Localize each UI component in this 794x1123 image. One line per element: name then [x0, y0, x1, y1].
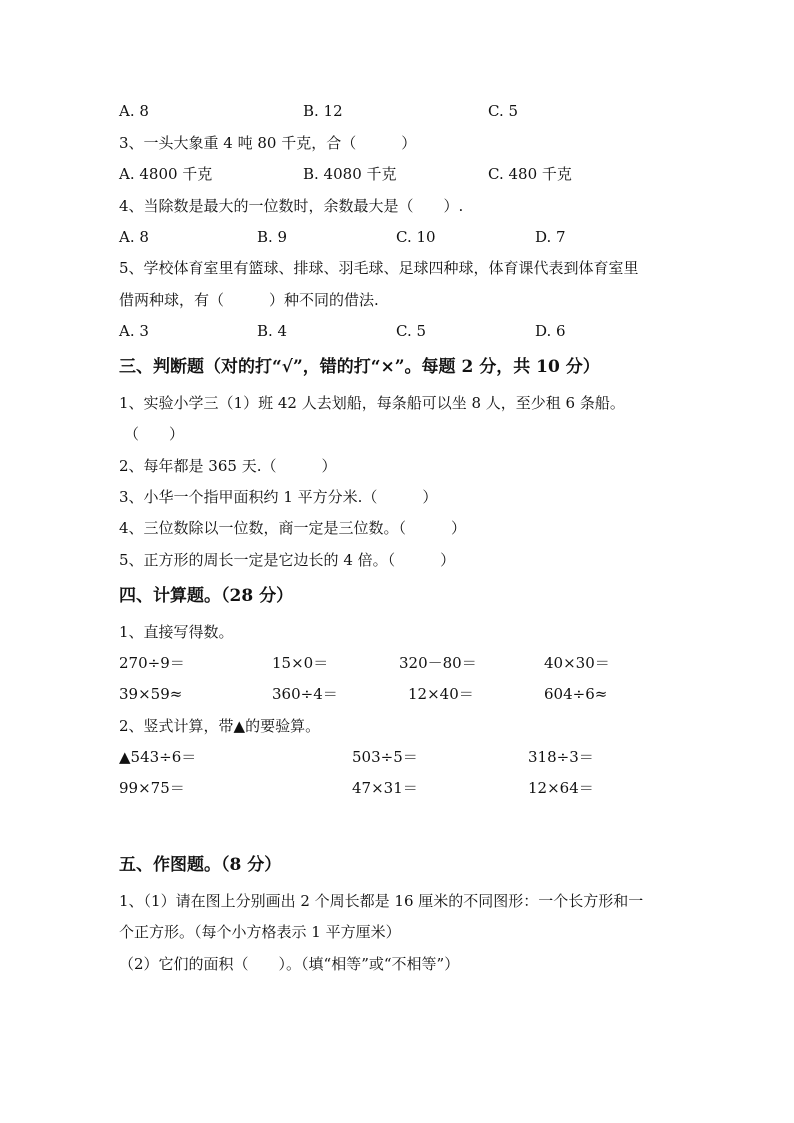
q4-option-d: D. 7: [535, 228, 566, 246]
q4-option-b: B. 9: [257, 228, 288, 246]
q2-option-c: C. 5: [488, 102, 519, 120]
q4-option-c: C. 10: [396, 228, 436, 246]
judge-item-5: 5、正方形的周长一定是它边长的 4 倍。（ ）: [119, 551, 456, 569]
calc-r1-c3: 320－80＝: [399, 654, 477, 672]
q3-option-c: C. 480 千克: [488, 165, 572, 183]
calc-r2-c1: 39×59≈: [119, 685, 183, 703]
q2-option-b: B. 12: [303, 102, 343, 120]
q2-option-a: A. 8: [119, 102, 149, 120]
calc-r3-c3: 318÷3＝: [528, 748, 594, 766]
calc-sub1: 1、直接写得数。: [119, 623, 234, 641]
q3-option-a: A. 4800 千克: [119, 165, 213, 183]
q5-option-b: B. 4: [257, 322, 288, 340]
q4-stem: 4、当除数是最大的一位数时，余数最大是（ ）.: [119, 197, 464, 215]
draw-line2: 个正方形。（每个小方格表示 1 平方厘米）: [119, 923, 401, 941]
judge-item-1: 1、实验小学三（1）班 42 人去划船，每条船可以坐 8 人，至少租 6 条船。: [119, 394, 625, 412]
calc-r4-c2: 47×31＝: [352, 779, 418, 797]
calc-r3-c1: ▲543÷6＝: [119, 748, 197, 766]
judge-item-2: 2、每年都是 365 天.（ ）: [119, 457, 337, 475]
section3-title: 三、判断题（对的打“√”，错的打“×”。每题 2 分，共 10 分）: [119, 357, 600, 377]
q3-option-b: B. 4080 千克: [303, 165, 397, 183]
q5-stem-line1: 5、学校体育室里有篮球、排球、羽毛球、足球四种球，体育课代表到体育室里: [119, 259, 639, 277]
draw-line3: （2）它们的面积（ ）。（填“相等”或“不相等”）: [119, 955, 460, 973]
q5-option-a: A. 3: [119, 322, 149, 340]
calc-r4-c1: 99×75＝: [119, 779, 185, 797]
q5-stem-line2: 借两种球，有（ ）种不同的借法.: [119, 291, 379, 309]
q4-option-a: A. 8: [119, 228, 149, 246]
calc-r2-c3: 12×40＝: [408, 685, 474, 703]
calc-r2-c2: 360÷4＝: [272, 685, 338, 703]
calc-r1-c2: 15×0＝: [272, 654, 329, 672]
q5-option-c: C. 5: [396, 322, 427, 340]
calc-r1-c4: 40×30＝: [544, 654, 610, 672]
section4-title: 四、计算题。（28 分）: [119, 586, 294, 606]
calc-r1-c1: 270÷9＝: [119, 654, 185, 672]
q3-stem: 3、一头大象重 4 吨 80 千克，合（ ）: [119, 134, 417, 152]
judge-item-1-blank: （ ）: [124, 425, 185, 443]
q5-option-d: D. 6: [535, 322, 566, 340]
calc-r2-c4: 604÷6≈: [544, 685, 608, 703]
calc-r3-c2: 503÷5＝: [352, 748, 418, 766]
calc-r4-c3: 12×64＝: [528, 779, 594, 797]
judge-item-4: 4、三位数除以一位数，商一定是三位数。（ ）: [119, 519, 467, 537]
calc-sub2: 2、竖式计算，带▲的要验算。: [119, 717, 321, 735]
draw-line1: 1、（1）请在图上分别画出 2 个周长都是 16 厘米的不同图形：一个长方形和一: [119, 892, 644, 910]
section5-title: 五、作图题。（8 分）: [119, 855, 282, 875]
judge-item-3: 3、小华一个指甲面积约 1 平方分米.（ ）: [119, 488, 438, 506]
